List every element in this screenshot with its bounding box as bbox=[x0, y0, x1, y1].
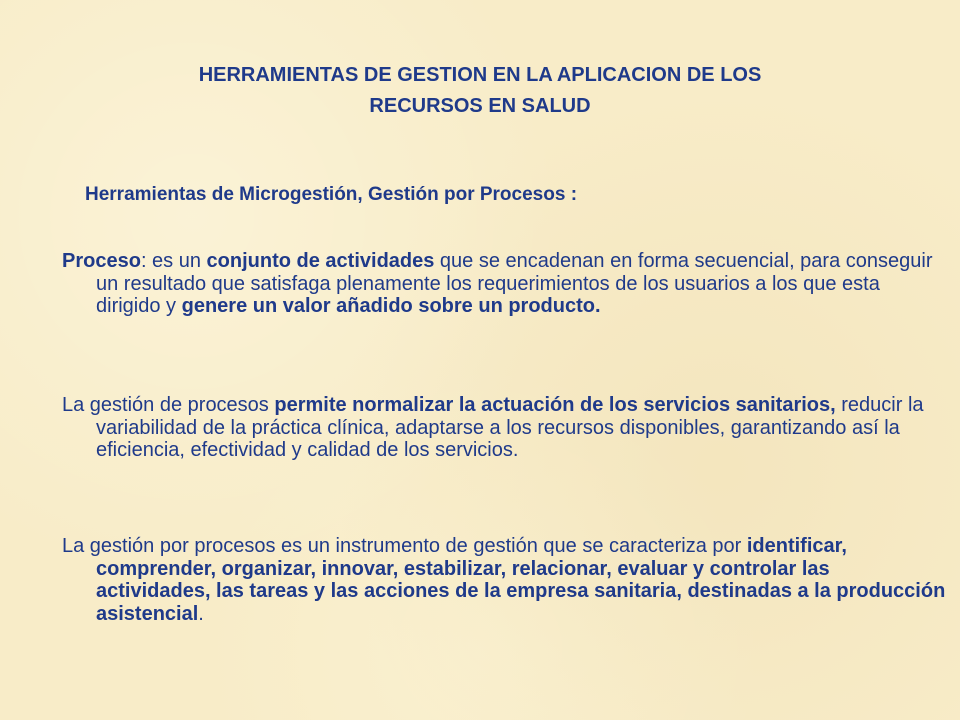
paragraph-segment: que se encadenan en forma secuencial, para conseguir un resultado que satisfaga plenamente los requerimientos de los usuarios a los que esta dirigido y bbox=[96, 250, 933, 317]
paragraph-proceso bbox=[62, 250, 946, 318]
paragraph-segment: . bbox=[198, 602, 204, 625]
paragraph-segment: La gestión de procesos bbox=[62, 394, 275, 416]
paragraph-segment: genere un valor añadido sobre un producto. bbox=[181, 295, 601, 317]
slide-title bbox=[60, 60, 900, 122]
paragraph-segment: : es un bbox=[140, 250, 207, 272]
paragraph-segment: permite normalizar la actuación de los servicios sanitarios, bbox=[274, 394, 836, 416]
slide-subtitle: Herramientas de Microgestión, Gestión por Procesos : bbox=[85, 184, 578, 205]
paragraph-segment: Proceso bbox=[62, 250, 141, 272]
paragraph-gestion-de-procesos bbox=[62, 394, 946, 462]
paragraph-segment: La gestión por procesos es un instrumento de gestión que se caracteriza por bbox=[62, 535, 747, 557]
paragraph-segment: conjunto de actividades bbox=[206, 250, 435, 272]
paragraph-segment: reducir la variabilidad de la práctica clínica, adaptarse a los recursos disponibles, garantizando así la eficiencia, efectividad y calidad de los servicios. bbox=[96, 394, 924, 461]
slide-title-line-2: RECURSOS EN SALUD bbox=[369, 95, 591, 117]
slide-title-line-1: HERRAMIENTAS DE GESTION EN LA APLICACION DE LOS bbox=[198, 64, 762, 86]
paragraph-gestion-por-procesos bbox=[62, 535, 946, 625]
paragraph-segment: identificar, comprender, organizar, innovar, estabilizar, relacionar, evaluar y controlar las actividades, las tareas y las acciones de la empresa sanitaria, destinadas a la producción asistencial bbox=[96, 535, 946, 625]
